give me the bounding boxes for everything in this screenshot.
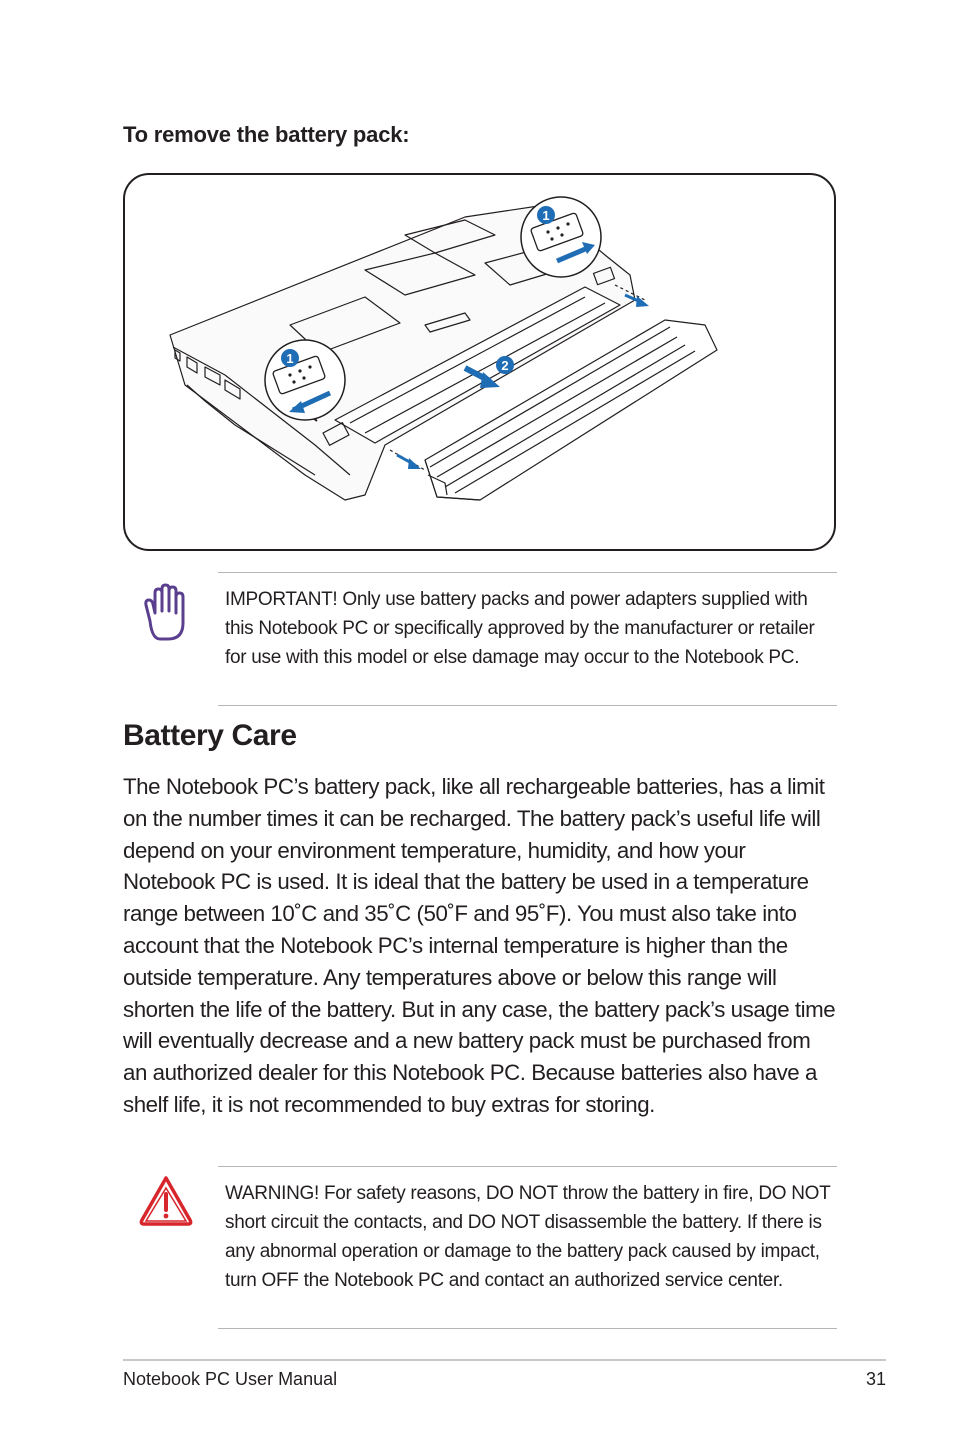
footer-title: Notebook PC User Manual: [123, 1369, 338, 1389]
callout-label: 2: [501, 358, 509, 373]
callout-label: 1: [286, 351, 294, 366]
footer-rule: [123, 1359, 886, 1361]
warning-note: [218, 1166, 837, 1329]
battery-removal-illustration: [125, 175, 836, 551]
page-number: 31: [865, 1369, 886, 1389]
callout-1-right: [537, 206, 555, 224]
important-note: [218, 572, 837, 706]
battery-removal-figure: [123, 173, 836, 551]
warning-note-text: WARNING! For safety reasons, DO NOT throw the battery in fire, DO NOT short circuit the contacts, and DO NOT disassemble the battery. If there is any abnormal operation or damage to the battery pack caused by impact, turn OFF the Notebook PC and contact an authorized service center.: [225, 1183, 831, 1291]
important-note-text: IMPORTANT! Only use battery packs and power adapters supplied with this Notebook PC or specifically approved by the manufacturer or retailer for use with this model or else damage may occur to the Notebook PC.: [225, 589, 815, 668]
subheading: To remove the battery pack:: [123, 122, 410, 147]
latch-detail-right: [521, 197, 601, 277]
section-title: Battery Care: [123, 719, 297, 752]
warning-triangle-icon: [138, 1174, 194, 1235]
callout-1-left: [281, 349, 299, 367]
stop-hand-icon: [138, 583, 188, 648]
callout-2: [496, 356, 514, 374]
callout-label: 1: [542, 208, 550, 223]
section-body: The Notebook PC’s battery pack, like all rechargeable batteries, has a limit on the number times it can be recharged. The battery pack’s useful life will depend on your environment temperature, humidity, and how your Notebook PC is used. It is ideal that the battery be used in a temperature range between 10˚C and 35˚C (50˚F and 95˚F). You must also take into account that the Notebook PC’s internal temperature is higher than the outside temperature. Any temperatures above or below this range will shorten the life of the battery. But in any case, the battery pack’s usage time will eventually decrease and a new battery pack must be purchased from an authorized dealer for this Notebook PC. Because batteries also have a shelf life, it is not recommended to buy extras for storing.: [123, 774, 836, 1117]
latch-detail-left: [265, 340, 345, 420]
